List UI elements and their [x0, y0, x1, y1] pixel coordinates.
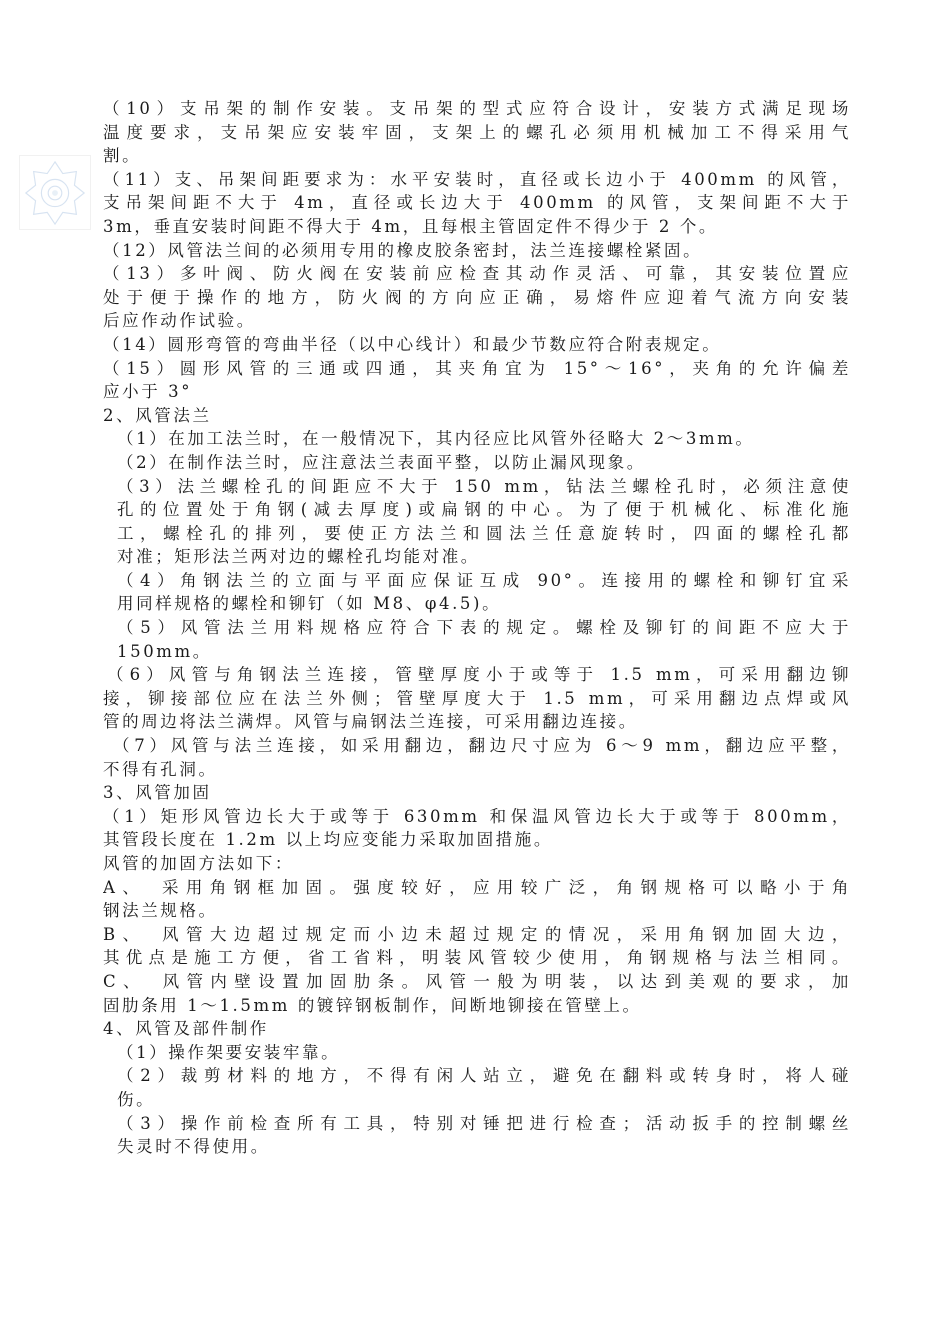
- text-line: 风管的加固方法如下：: [103, 854, 294, 873]
- text-line: （5）风管法兰用料规格应符合下表的规定。螺栓及铆钉的间距不应大于: [117, 618, 851, 638]
- text-line: C、 风管内壁设置加固肋条。风管一般为明装，以达到美观的要求，加: [103, 971, 851, 991]
- text-line: 后应作动作试验。: [103, 311, 256, 331]
- text-line: （10）支吊架的制作安装。支吊架的型式应符合设计，安装方式满足现场: [103, 99, 851, 118]
- text-line: （6）风管与角钢法兰连接，管壁厚度小于或等于 1.5 mm，可采用翻边铆: [107, 665, 851, 685]
- text-line: 应小于 3°: [103, 382, 193, 402]
- text-line: 割。: [103, 146, 142, 166]
- text-line: 其管段长度在 1.2m 以上均应变能力采取加固措施。: [103, 830, 553, 850]
- text-line: 用同样规格的螺栓和铆钉（如 M8、φ4.5)。: [117, 594, 502, 614]
- text-line: 钢法兰规格。: [103, 901, 218, 921]
- text-line: 3、风管加固: [103, 783, 212, 803]
- text-line: 4、风管及部件制作: [103, 1019, 269, 1039]
- text-line: （3）法兰螺栓孔的间距应不大于 150 mm，钻法兰螺栓孔时，必须注意使: [117, 476, 851, 496]
- text-line: 管的周边将法兰满焊。风管与扁钢法兰连接，可采用翻边连接。: [103, 712, 638, 732]
- text-line: （7）风管与法兰连接，如采用翻边，翻边尺寸应为 6～9 mm，翻边应平整，: [113, 736, 851, 756]
- text-line: （15）圆形风管的三通或四通，其夹角宜为 15°～16°，夹角的允许偏差: [103, 358, 851, 378]
- text-line: 温度要求，支吊架应安装牢固，支架上的螺孔必须用机械加工不得采用气: [103, 122, 851, 142]
- text-line: 伤。: [117, 1089, 156, 1109]
- text-line: 失灵时不得使用。: [117, 1137, 270, 1157]
- text-line: （14）圆形弯管的弯曲半径（以中心线计）和最少节数应符合附表规定。: [103, 334, 722, 354]
- text-line: 处于便于操作的地方，防火阀的方向应正确，易熔件应迎着气流方向安装: [103, 287, 851, 307]
- text-line: （1）在加工法兰时，在一般情况下，其内径应比风管外径略大 2～3mm。: [117, 429, 755, 449]
- text-line: （2）在制作法兰时，应注意法兰表面平整，以防止漏风现象。: [117, 452, 646, 472]
- text-line: （12）风管法兰间的必须用专用的橡皮胶条密封，法兰连接螺栓紧固。: [103, 240, 703, 260]
- text-line: （1）矩形风管边长大于或等于 630mm 和保温风管边长大于或等于 800mm，: [103, 806, 851, 826]
- watermark-seal-icon: [19, 155, 91, 230]
- text-line: 3m，垂直安装时间距不得大于 4m，且每根主管固定件不得少于 2 个。: [103, 216, 719, 236]
- text-line: 孔的位置处于角钢(减去厚度)或扁钢的中心。为了便于机械化、标准化施: [117, 500, 851, 520]
- text-line: 固肋条用 1～1.5mm 的镀锌钢板制作，间断地铆接在管壁上。: [103, 995, 642, 1015]
- text-line: （4）角钢法兰的立面与平面应保证互成 90°。连接用的螺栓和铆钉宜采: [117, 570, 851, 590]
- text-line: B、 风管大边超过规定而小边未超过规定的情况，采用角钢加固大边，: [103, 924, 851, 944]
- text-line: 2、风管法兰: [103, 405, 212, 425]
- text-line: A、 采用角钢框加固。强度较好，应用较广泛，角钢规格可以略小于角: [103, 877, 851, 897]
- text-line: 其优点是施工方便，省工省料，明装风管较少使用，角钢规格与法兰相同。: [103, 948, 851, 968]
- text-line: （11）支、吊架间距要求为：水平安装时，直径或长边小于 400mm 的风管，: [103, 169, 851, 189]
- text-line: 接，铆接部位应在法兰外侧；管壁厚度大于 1.5 mm，可采用翻边点焊或风: [103, 688, 851, 708]
- text-line: 对准；矩形法兰两对边的螺栓孔均能对准。: [117, 547, 480, 567]
- text-line: （13）多叶阀、防火阀在安装前应检查其动作灵活、可靠，其安装位置应: [103, 264, 851, 284]
- text-line: 150mm。: [117, 641, 212, 661]
- text-line: 支吊架间距不大于 4m，直径或长边大于 400mm 的风管，支架间距不大于: [103, 193, 851, 213]
- text-line: （1）操作架要安装牢靠。: [117, 1042, 341, 1062]
- text-line: （2）裁剪材料的地方，不得有闲人站立，避免在翻料或转身时，将人碰: [117, 1066, 851, 1086]
- document-body: [103, 97, 851, 1159]
- text-line: （3）操作前检查所有工具，特别对锤把进行检查；活动扳手的控制螺丝: [117, 1113, 851, 1133]
- text-line: 不得有孔洞。: [103, 759, 218, 779]
- text-line: 工，螺栓孔的排列，要使正方法兰和圆法兰任意旋转时，四面的螺栓孔都: [117, 523, 851, 543]
